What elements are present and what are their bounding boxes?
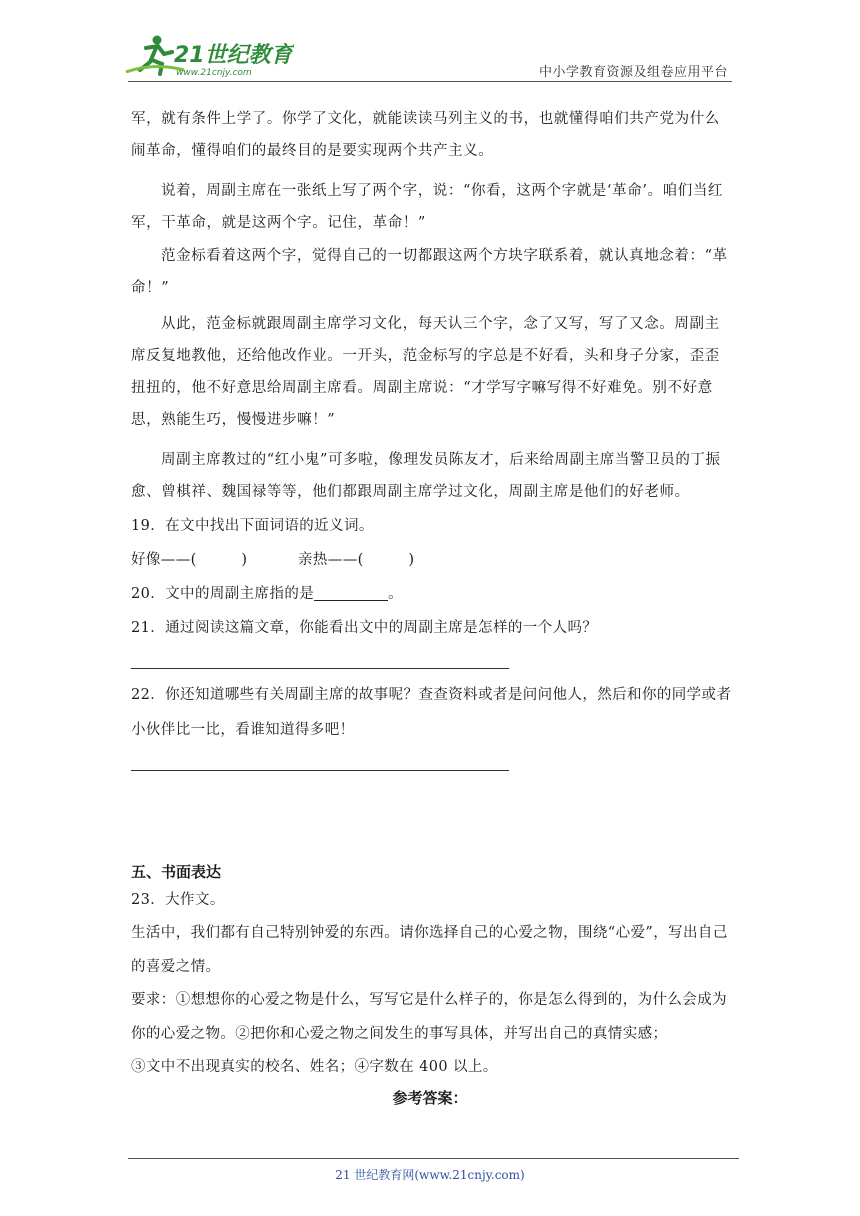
question-22-line-2: 小伙伴比一比，看谁知道得多吧！ xyxy=(131,722,355,738)
question-21: 21．通过阅读这篇文章，你能看出文中的周副主席是怎样的一个人吗？ xyxy=(131,620,598,636)
answer-key-title: 参考答案： xyxy=(392,1089,468,1107)
question-19-b: 亲热——( ) xyxy=(298,552,415,568)
question-20 xyxy=(131,582,403,606)
header-divider xyxy=(128,81,732,82)
writing-requirement-line-3: ③文中不出现真实的校名、姓名；④字数在 400 以上。 xyxy=(131,1059,498,1075)
writing-requirement-line-1: 要求：①想想你的心爱之物是什么，写写它是什么样子的，你是怎么得到的，为什么会成为 xyxy=(131,992,727,1008)
platform-name: 中小学教育资源及组卷应用平台 xyxy=(538,65,728,80)
answer-blank-20[interactable] xyxy=(314,586,388,601)
section-title-writing: 五、书面表达 xyxy=(131,863,222,881)
writing-requirement-line-2: 你的心爱之物。②把你和心爱之物之间发生的事写具体，并写出自己的真情实感； xyxy=(131,1026,668,1042)
question-19-a: 好像——( ) xyxy=(131,552,248,568)
logo-url: www.21cnjy.com xyxy=(176,68,252,78)
question-23: 23．大作文。 xyxy=(131,892,225,908)
writing-prompt-line-2: 的喜爱之情。 xyxy=(131,959,221,975)
passage-paragraph-2: 说着，周副主席在一张纸上写了两个字，说：“你看，这两个字就是‘革命’。咱们当红军，干革命，就是这两个字。记住，革命！” xyxy=(131,183,724,231)
logo-text: 21世纪教育 xyxy=(174,43,293,68)
question-20-text: 20．文中的周副主席指的是 xyxy=(131,586,315,602)
passage-paragraph-4: 从此，范金标就跟周副主席学习文化，每天认三个字，念了又写，写了又念。周副主席反复地教他，还给他改作业。一开头，范金标写的字总是不好看，头和身子分家，歪歪扭扭的，他不好意思给周副主席看。周副主席说：“才学写字嘛写得不好难免。别不好意思，熟能生巧，慢慢进步嘛！” xyxy=(131,316,720,428)
writing-prompt-line-1: 生活中，我们都有自己特别钟爱的东西。请你选择自己的心爱之物，围绕“心爱”，写出自己 xyxy=(131,925,728,941)
passage-paragraph-5: 周副主席教过的“红小鬼”可多啦，像理发员陈友才，后来给周副主席当警卫员的丁振愈、曾棋祥、魏国禄等等，他们都跟周副主席学过文化，周副主席是他们的好老师。 xyxy=(131,452,721,500)
passage-paragraph-1: 军，就有条件上学了。你学了文化，就能读读马列主义的书，也就懂得咱们共产党为什么闹革命，懂得咱们的最终目的是要实现两个共产主义。 xyxy=(131,111,720,159)
footer-link[interactable]: 21 世纪教育网(www.21cnjy.com) xyxy=(335,1168,525,1182)
passage-paragraph-3: 范金标看着这两个字，觉得自己的一切都跟这两个方块字联系着，就认真地念着：“革命！” xyxy=(131,248,728,296)
question-20-end: 。 xyxy=(388,586,404,602)
question-22-line-1: 22．你还知道哪些有关周副主席的故事呢？查查资料或者是问问他人，然后和你的同学或者 xyxy=(131,687,732,703)
answer-line-22[interactable] xyxy=(131,770,509,771)
site-logo xyxy=(124,32,294,80)
question-19: 19．在文中找出下面词语的近义词。 xyxy=(131,518,374,534)
footer-divider xyxy=(128,1158,739,1159)
answer-line-21[interactable] xyxy=(131,668,509,669)
